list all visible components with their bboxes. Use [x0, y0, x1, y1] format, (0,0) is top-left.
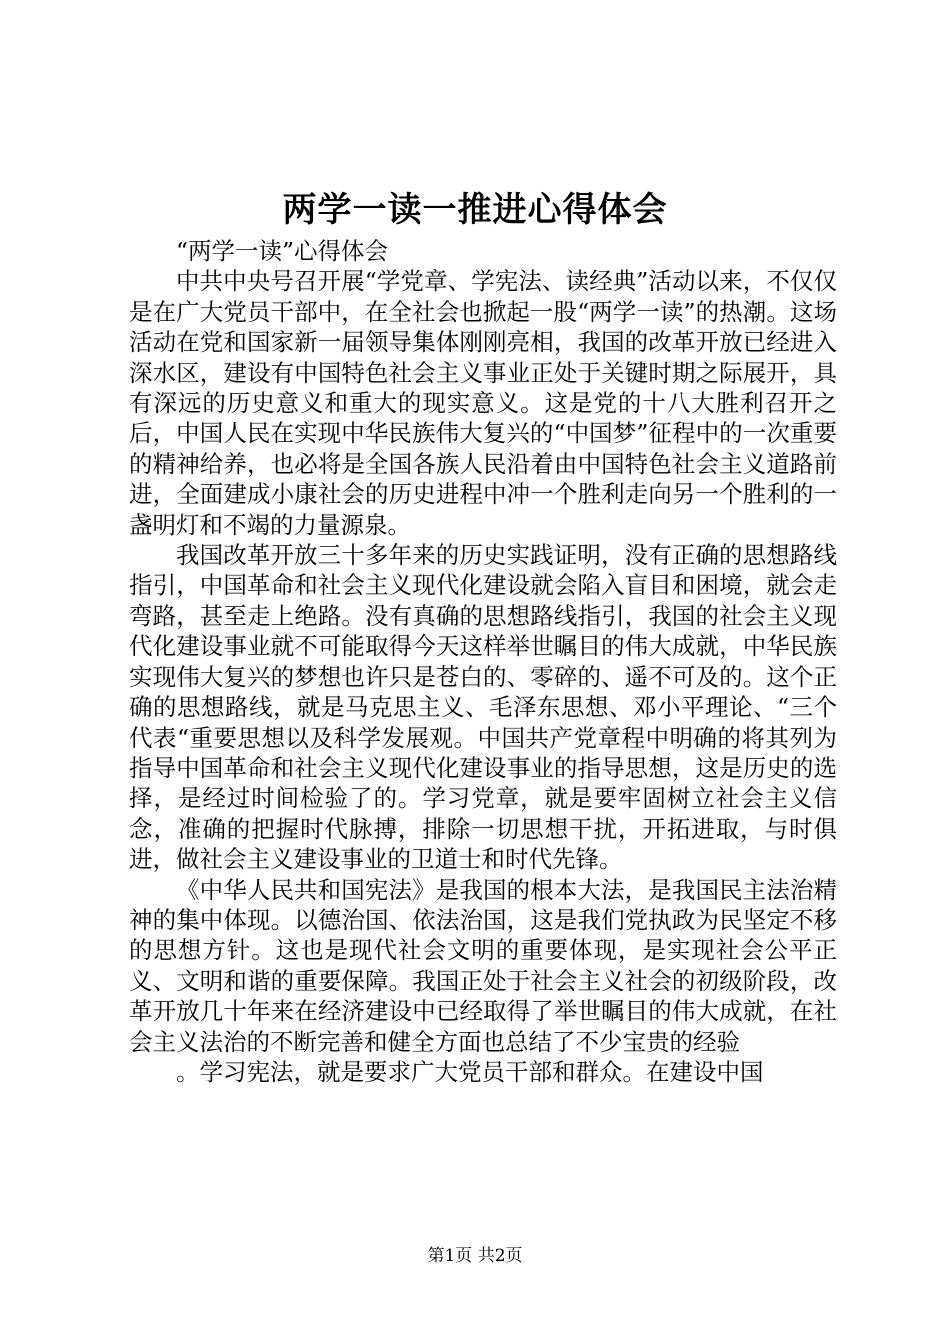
document-title: 两学一读一推进心得体会 [282, 190, 668, 230]
document-body [129, 236, 837, 1087]
paragraph-4: 。学习宪法，就是要求广大党员干部和群众。在建设中国 [176, 1057, 764, 1086]
paragraph-1: 中共中央号召开展“学党章、学宪法、读经典”活动以来，不仅仅是在广大党员干部中，在全社会也掀起一股“两学一读”的热潮。这场活动在党和国家新一届领导集体刚刚亮相，我国的改革开放已经进入深水区，建设有中国特色社会主义事业正处于关键时期之际展开，具有深远的历史意义和重大的现实意义。这是党的十八大胜利召开之后，中国人民在实现中华民族伟大复兴的“中国梦”征程中的一次重要的精神给养，也必将是全国各族人民沿着由中国特色社会主义道路前进，全面建成小康社会的历史进程中冲一个胜利走向另一个胜利的一盏明灯和不竭的力量源泉。 [129, 267, 837, 539]
paragraph-subtitle: “两学一读”心得体会 [176, 237, 389, 265]
paragraph-3: 《中华人民共和国宪法》是我国的根本大法，是我国民主法治精神的集中体现。以德治国、依法治国，这是我们党执政为民坚定不移的思想方针。这也是现代社会文明的重要体现，是实现社会公平正义、文明和谐的重要保障。我国正处于社会主义社会的初级阶段，改革开放几十年来在经济建设中已经取得了举世瞩目的伟大成就，在社会主义法治的不断完善和健全方面也总结了不少宝贵的经验 [129, 875, 837, 1056]
page-footer: 第1页 共2页 [427, 1246, 523, 1266]
paragraph-2: 我国改革开放三十多年来的历史实践证明，没有正确的思想路线指引，中国革命和社会主义现代化建设就会陷入盲目和困境，就会走弯路，甚至走上绝路。没有真确的思想路线指引，我国的社会主义现代化建设事业就不可能取得今天这样举世瞩目的伟大成就，中华民族实现伟大复兴的梦想也许只是苍白的、零碎的、遥不可及的。这个正确的思想路线，就是马克思主义、毛泽东思想、邓小平理论、“三个代表“重要思想以及科学发展观。中国共产党章程中明确的将其列为指导中国革命和社会主义现代化建设事业的指导思想，这是历史的选择，是经过时间检验了的。学习党章，就是要牢固树立社会主义信念，准确的把握时代脉搏，排除一切思想干扰，开拓进取，与时俱进，做社会主义建设事业的卫道士和时代先锋。 [129, 541, 837, 874]
